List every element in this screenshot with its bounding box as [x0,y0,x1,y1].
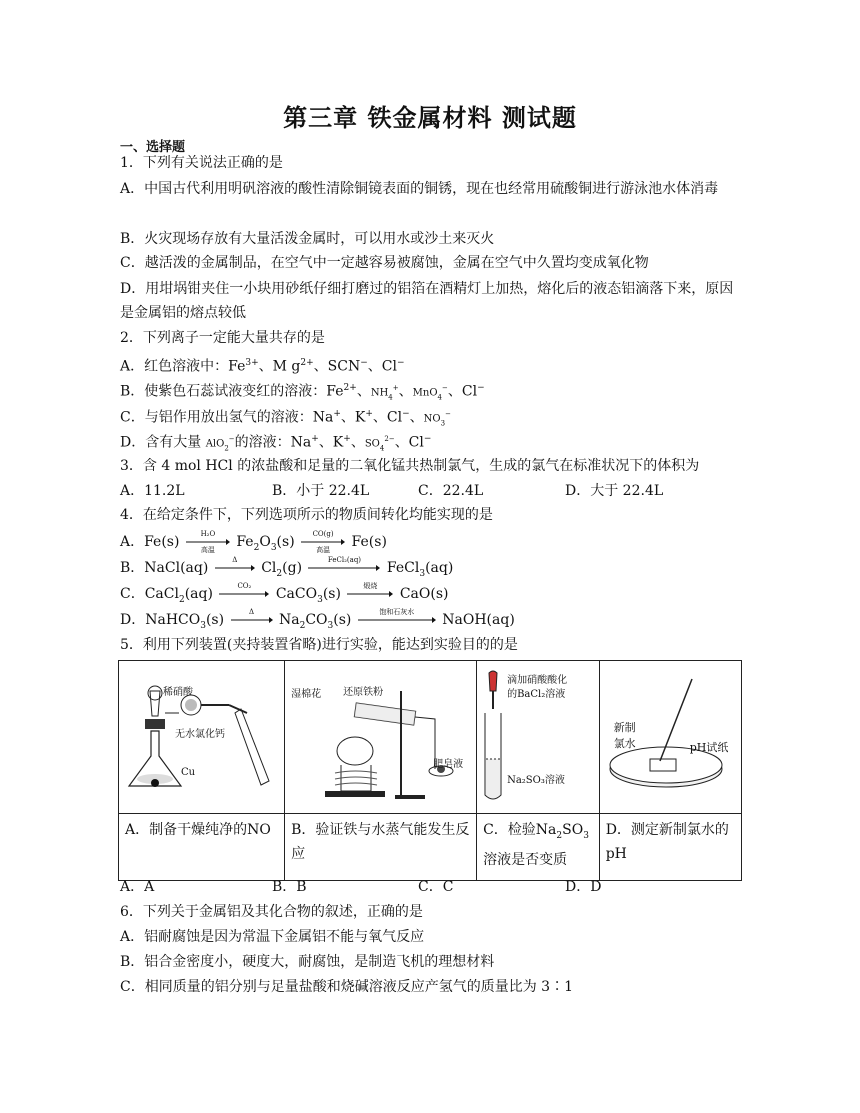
q4-option-b: B．NaCl(aq) Δ $Cl_2(g)$ FeCl₂(aq) FeCl$_3$(aq) [120,556,454,579]
label-calcium-chloride: 无水氯化钙 [175,729,225,740]
q4-c-arrow1-top: CO₂ [237,582,252,590]
caption-d: D．测定新制氯水的pH [599,814,741,881]
q2-option-c: C．与铝作用放出氢气的溶液：Na+、K+、Cl−、$NO_3^-$ [120,409,451,428]
reaction-arrow-icon [219,591,269,597]
caption-c-suffix: 溶液是否变质 [483,851,568,868]
q3-option-a: A．11.2L [120,483,185,499]
q2-c-prefix: C．与铝作用放出氢气的溶液： [120,409,313,426]
label-na2so3-solution: Na₂SO₃溶液 [507,775,565,786]
caption-c-prefix: C．检验 [483,822,536,838]
reaction-arrow-icon [347,591,393,597]
reaction-arrow-icon [358,617,436,623]
q1-option-d: D．用坩埚钳夹住一小块用砂纸仔细打磨过的铝箔在酒精灯上加热，熔化后的液态铝滴落下来，原因是金属铝的熔点较低 [120,281,734,321]
q4-d-arrow2-top: 饱和石灰水 [379,608,415,616]
reaction-arrow-icon [215,565,255,571]
q2-option-b: B．使紫色石蕊试液变红的溶液：$Fe^{2+}$、$NH_4^+$、MnO$_4$−、Cl− [120,383,485,402]
page-title: 第三章 铁金属材料 测试题 [283,103,577,132]
apparatus-d-cell [599,661,741,814]
label-ph-paper: pH试纸 [689,741,729,754]
q6-stem: 6．下列关于金属铝及其化合物的叙述，正确的是 [120,904,423,920]
label-soap-solution: 肥皂液 [433,759,464,770]
q2-d-prefix: D．含有大量 [120,434,202,451]
q4-option-d: D．NaHCO$_3$(s) Δ $Na_2CO_3(s)$ 饱和石灰水 NaOH(aq) [120,608,515,631]
q1-stem: 1．下列有关说法正确的是 [120,155,283,171]
q4-option-a: A．Fe(s) H₂O 高温 $Fe_2O_3(s)$ CO(g) 高温 Fe(s) [120,530,387,554]
q3-option-d: D．大于 22.4L [565,483,664,499]
q2-stem: 2．下列离子一定能大量共存的是 [120,330,325,346]
reaction-arrow-icon [308,565,380,571]
q4-d-arrow1-top: Δ [249,608,255,616]
q4-a-arrow1-top: H₂O [200,530,216,538]
apparatus-table [118,660,742,881]
q2-d-mid: 的溶液： [234,434,291,451]
label-fresh: 新制 [613,721,636,734]
q4-c-arrow2-top: 煅烧 [363,582,378,590]
q4-a-arrow2-top: CO(g) [312,530,334,538]
q4-stem: 4．在给定条件下，下列选项所示的物质间转化均能实现的是 [120,507,493,523]
label-acidified-bacl2-1: 滴加硝酸酸化 [507,675,568,686]
q4-a-arrow1-bot: 高温 [200,546,215,554]
q5-option-d: D．D [565,879,602,895]
label-cu: Cu [181,767,196,778]
q5-option-a: A．A [120,879,155,895]
q6-option-a: A．铝耐腐蚀是因为常温下金属铝不能与氧气反应 [120,929,425,945]
q2-option-d: D．含有大量 AlO$_2$−的溶液：Na+、K+、$SO_4^{2-}$、Cl− [120,434,432,453]
reaction-arrow-icon [231,617,273,623]
section-heading: 一、选择题 [120,140,186,155]
label-dilute-nitric-acid: 稀硝酸 [163,687,193,698]
q5-option-c: C．C [418,879,454,895]
q5-option-b: B．B [272,879,307,895]
label-acidified-bacl2-2: 的BaCl₂溶液 [507,689,566,700]
q3-option-c: C．22.4L [418,483,484,499]
apparatus-b-cell [285,661,477,814]
q4-option-c: C．CaCl$_2$(aq) CO₂ CaCO$_3$(s) 煅烧 CaO(s) [120,582,449,605]
label-reduced-iron: 还原铁粉 [343,687,384,698]
apparatus-c-cell [477,661,600,814]
q5-stem: 5．利用下列装置(夹持装置省略)进行实验，能达到实验目的的是 [120,637,518,653]
q6-option-c: C．相同质量的铝分别与足量盐酸和烧碱溶液反应产氢气的质量比为 3∶1 [120,979,573,995]
q6-option-b: B．铝合金密度小，硬度大，耐腐蚀，是制造飞机的理想材料 [120,954,495,970]
q2-a-prefix: A．红色溶液中： [120,358,229,375]
reaction-arrow-icon [186,539,230,545]
q4-a-arrow2-bot: 高温 [316,546,331,554]
q2-option-a: A．红色溶液中：$Fe^{3+}$、M $g^{2+}$、SCN−、Cl− [120,358,405,375]
q4-b-arrow2-top: FeCl₂(aq) [327,556,362,564]
q1-option-b: B．火灾现场存放有大量活泼金属时，可以用水或沙土来灭火 [120,231,495,247]
q3-option-b: B．小于 22.4L [272,483,370,499]
q4-b-arrow1-top: Δ [232,556,238,564]
caption-c: C．检验$Na_2SO_3$溶液是否变质 [477,814,600,881]
reaction-arrow-icon [301,539,345,545]
caption-b: B．验证铁与水蒸气能发生反应 [285,814,477,881]
q2-b-prefix: B．使紫色石蕊试液变红的溶液： [120,383,327,400]
label-chlorine-water: 氯水 [613,737,636,750]
q1-option-a: A．中国古代利用明矾溶液的酸性清除铜镜表面的铜锈，现在也经常用硫酸铜进行游泳池水体消毒 [120,181,719,197]
q1-option-c: C．越活泼的金属制品，在空气中一定越容易被腐蚀，金属在空气中久置均变成氧化物 [120,255,649,271]
apparatus-a-cell [119,661,285,814]
caption-a: A．制备干燥纯净的NO [119,814,285,881]
label-wet-cotton: 湿棉花 [291,689,322,700]
q3-stem: 3．含 4 mol HCl 的浓盐酸和足量的二氧化锰共热制氯气，生成的氯气在标准状况下的体积为 [120,458,700,474]
